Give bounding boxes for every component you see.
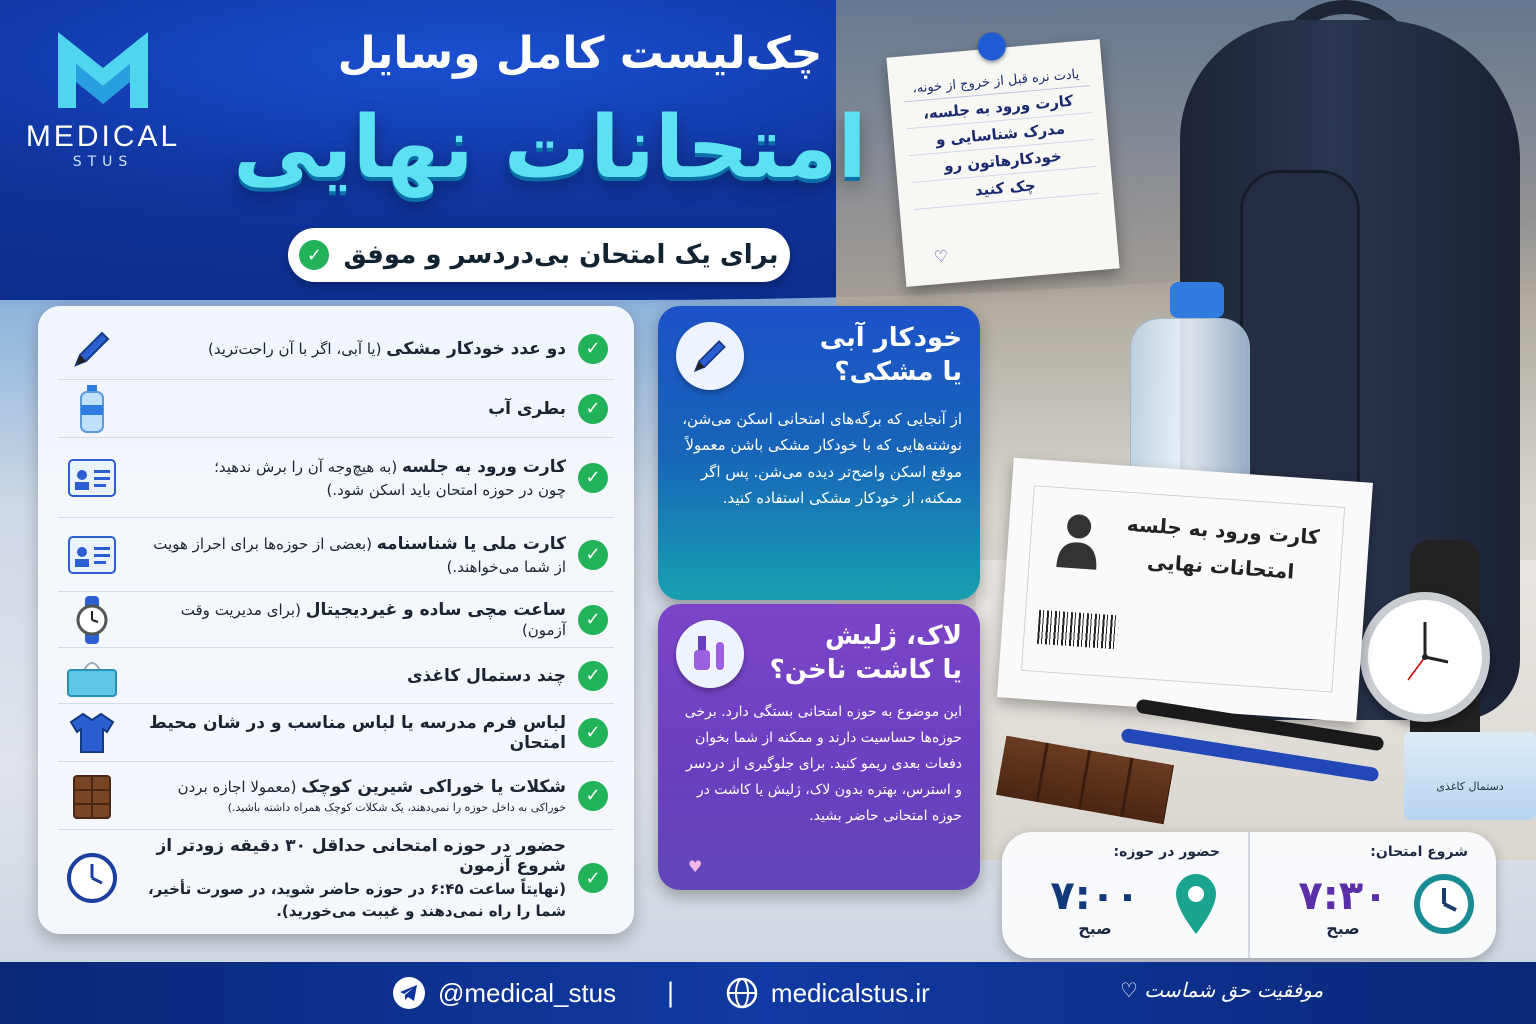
exam-start-time: [1250, 832, 1496, 958]
item-note-line2: (نهایتاً ساعت ۶:۴۵ در حوزه حاضر شوید، در صورت تأخیر،: [147, 880, 566, 898]
chocolate-icon: [64, 771, 120, 821]
item-main: چند دستمال کاغذی: [406, 665, 566, 686]
brand-logo: [18, 18, 188, 170]
check-icon: ✓: [578, 463, 608, 493]
national-id-icon: [64, 530, 120, 580]
item-note: (بعضی از حوزه‌ها برای احراز هویت: [153, 534, 377, 553]
item-note-small: خوراکی به داخل حوزه را نمی‌دهند، یک شکلات کوچک همراه داشته باشید.): [227, 801, 566, 814]
wristwatch-image: [1360, 592, 1490, 722]
pen-icon: [64, 324, 120, 374]
motto-text: موفقیت حق شماست: [1144, 978, 1324, 1002]
location-pin-icon: [1162, 870, 1230, 938]
list-item: [58, 592, 614, 648]
list-item: [58, 704, 614, 762]
list-item: [58, 438, 614, 518]
sticky-note-line: کارت ورود به جلسه،: [904, 86, 1092, 129]
item-note: (برای مدیریت وقت آزمون): [180, 601, 566, 639]
heart-icon: ♡: [933, 246, 950, 267]
item-main: شکلات یا خوراکی شیرین کوچک: [301, 777, 566, 797]
timing-label: حضور در حوزه:: [1113, 844, 1220, 860]
water-bottle-icon: [64, 384, 120, 434]
clock-icon: [64, 853, 120, 903]
tissue-box-label: دستمال کاغذی: [1436, 780, 1504, 793]
check-icon: ✓: [578, 394, 608, 424]
timing-box: [1002, 832, 1496, 958]
globe-icon: [725, 976, 759, 1010]
id-card-icon: [64, 453, 120, 503]
card-body: از آنجایی که برگه‌های امتحانی اسکن می‌شن، نوشته‌هایی که با خودکار مشکی باشن معمولاً موقع اسکن واضح‌تر دیده می‌شن. پس اگر ممکنه، از خودکار مشکی استفاده کنید.: [682, 410, 962, 507]
tissue-box-image: [1404, 732, 1536, 820]
entry-card-subtitle: امتحانات نهایی: [1146, 549, 1296, 584]
check-icon: ✓: [578, 718, 608, 748]
check-icon: ✓: [578, 605, 608, 635]
item-main: دو عدد خودکار مشکی: [386, 338, 566, 359]
heart-icon: ♥: [688, 857, 703, 876]
logo-name: MEDICAL: [25, 120, 181, 153]
item-main: کارت ملی یا شناسنامه: [376, 533, 566, 554]
subtitle-pill: [288, 228, 790, 282]
nail-polish-tip-card: [658, 604, 980, 890]
card-heading: لاک، ژلیش: [824, 621, 962, 652]
footer-motto: [1120, 978, 1323, 1002]
check-icon: ✓: [578, 781, 608, 811]
footer: [0, 962, 1536, 1024]
item-main: لباس فرم مدرسه یا لباس مناسب و در شان محیط امتحان: [149, 712, 566, 753]
timing-ampm: صبح: [1078, 918, 1112, 938]
item-main: ساعت مچی ساده و غیردیجیتال: [305, 600, 566, 620]
person-silhouette-icon: [1054, 509, 1102, 572]
item-main: حضور در حوزه امتحانی حداقل ۳۰ دقیقه زودتر از شروع آزمون: [156, 836, 566, 876]
card-heading: یا مشکی؟: [834, 357, 962, 387]
page-title-line2: امتحانات نهایی: [233, 98, 867, 198]
arrival-time: [1002, 832, 1250, 958]
sticky-note-line: مدرک شناسایی و: [907, 113, 1095, 156]
item-main: کارت ورود به جلسه: [401, 456, 566, 477]
timing-value: ۷:۳۰: [1298, 872, 1388, 919]
tissue-box-icon: [64, 651, 120, 701]
page-title-line1: چک‌لیست کامل وسایل: [337, 28, 823, 79]
entry-card-title: کارت ورود به جلسه: [1126, 511, 1321, 550]
clock-icon: [1410, 870, 1478, 938]
list-item: [58, 518, 614, 592]
item-note: (یا آبی، اگر با آن راحت‌ترید): [208, 339, 387, 358]
item-note-line2: چون در حوزه امتحان باید اسکن شود.): [326, 480, 566, 499]
check-icon: ✓: [578, 540, 608, 570]
item-note-line2: از شما می‌خواهند.): [446, 557, 566, 576]
check-icon: ✓: [299, 240, 329, 270]
timing-label: شروع امتحان:: [1370, 844, 1468, 860]
logo-sub: STUS: [72, 154, 134, 170]
card-heading: خودکار آبی: [819, 323, 962, 354]
wristwatch-icon: [64, 595, 120, 645]
check-icon: ✓: [578, 863, 608, 893]
sticky-note-intro: یادت نره قبل از خروج از خونه،: [903, 66, 1090, 102]
list-item: [58, 380, 614, 438]
barcode: [1037, 610, 1119, 649]
item-note-line3: شما را راه نمی‌دهند و غیبت می‌خورید).: [276, 902, 566, 920]
sticky-note-line: خودکارهاتون رو: [909, 140, 1097, 183]
list-item: [58, 648, 614, 704]
bottle-cap: [1170, 282, 1224, 318]
check-icon: ✓: [578, 334, 608, 364]
list-item: [58, 318, 614, 380]
website-url: medicalstus.ir: [770, 977, 930, 1008]
entry-card-image: [997, 458, 1373, 723]
item-note: (معمولا اجازه بردن: [177, 778, 302, 796]
sticky-note: [886, 39, 1119, 287]
list-item: [58, 762, 614, 830]
subtitle-text: برای یک امتحان بی‌دردسر و موفق: [343, 240, 779, 270]
telegram-handle: @medical_stus: [438, 977, 617, 1008]
item-main: بطری آب: [488, 398, 566, 419]
shirt-icon: [64, 708, 120, 758]
item-note: (به هیچ‌وجه آن را برش ندهید؛: [214, 457, 402, 476]
timing-value: ۷:۰۰: [1050, 872, 1140, 919]
checklist-panel: [38, 306, 634, 934]
nail-polish-icon: [676, 620, 744, 688]
list-item: [58, 830, 614, 926]
pen-color-tip-card: [658, 306, 980, 600]
card-body: این موضوع به حوزه امتحانی بستگی دارد. برخی حوزه‌ها حساسیت دارند و ممکنه از شما بخوان دفعات بعدی ریمو کنید. برای جلوگیری از دردسر و استرس، بهتره بدون لاک، ژلیش یا کاشت در حوزه امتحانی حاضر بشید.: [684, 704, 962, 824]
footer-separator: |: [666, 978, 675, 1008]
website-link[interactable]: [725, 976, 930, 1010]
check-icon: ✓: [578, 661, 608, 691]
timing-ampm: صبح: [1326, 918, 1360, 938]
heart-icon: ♡: [1120, 978, 1138, 1002]
telegram-link[interactable]: [392, 976, 616, 1010]
pen-icon: [676, 322, 744, 390]
card-heading: یا کاشت ناخن؟: [769, 655, 962, 685]
telegram-icon: [392, 976, 426, 1010]
sticky-note-line: چک کنید: [911, 167, 1099, 210]
logo-m-icon: [48, 18, 158, 118]
